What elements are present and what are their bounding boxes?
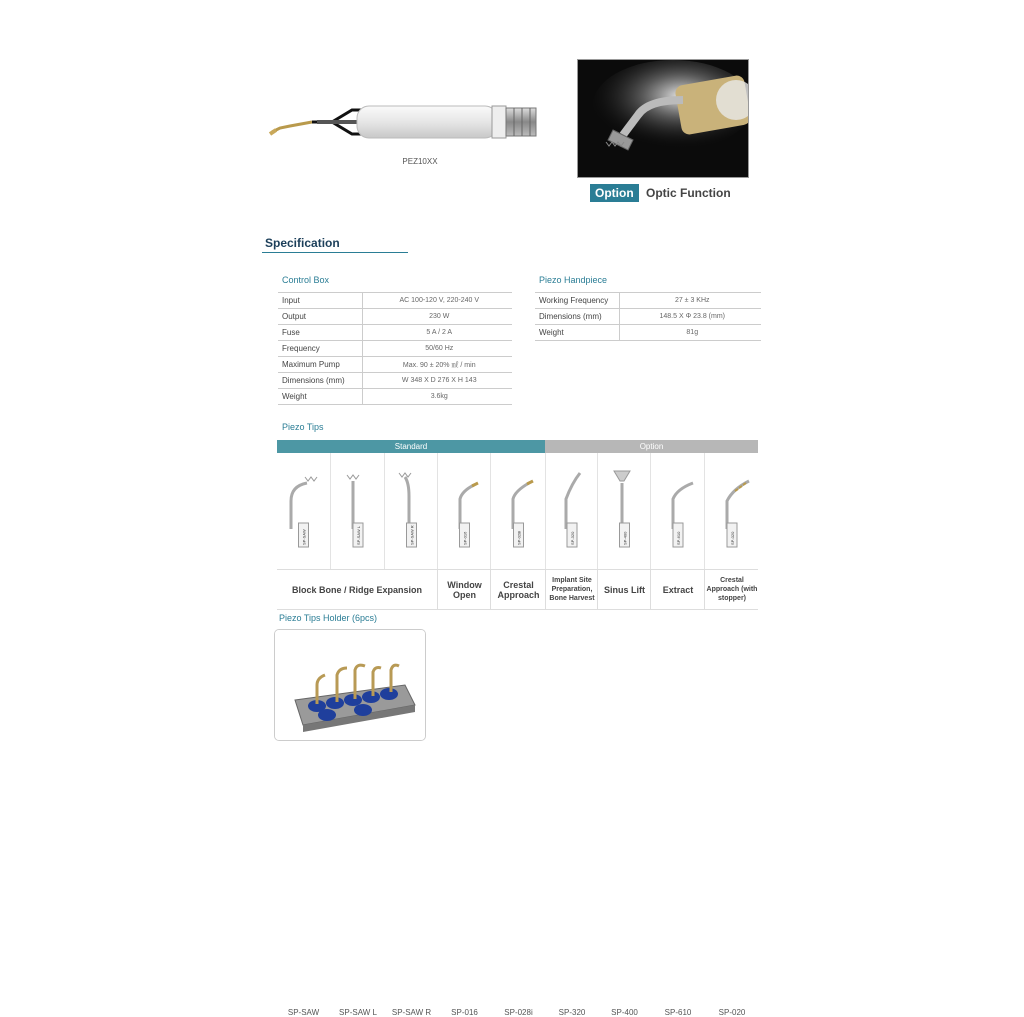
tip-name: SP-028i [504,1008,533,1017]
piezo-tips-title: Piezo Tips [282,422,324,432]
row-value: 3.6kg [362,389,512,405]
option-header-bar: Option [545,440,758,453]
row-value: 230 W [362,309,512,325]
handpiece-image [262,92,552,152]
tip-engraving: SP-SAW L [356,526,361,545]
tip-name: SP-400 [611,1008,638,1017]
tips-holder-photo [274,629,426,741]
table-row [278,309,512,325]
row-value: 148.5 X Φ 23.8 (mm) [619,309,761,325]
tip-image [546,461,598,551]
tip-name: SP-SAW L [339,1008,377,1017]
table-row [278,293,512,309]
tip-name: SP-SAW R [391,1008,432,1017]
row-label: Maximum Pump [278,357,362,373]
tip-image [277,461,330,551]
tip-image [331,461,385,551]
optic-function-photo [577,59,749,178]
table-row [278,341,512,357]
tip-engraving: SP-610 [676,531,681,545]
piezo-handpiece-title: Piezo Handpiece [539,275,608,285]
row-value: 81g [619,325,761,341]
tip-image [651,461,705,551]
use-sinus-lift: Sinus Lift [597,570,651,609]
use-block-bone: Block Bone / Ridge Expansion [291,584,423,595]
tips-holder-title: Piezo Tips Holder (6pcs) [279,613,378,623]
tip-name: SP-SAW [287,1008,320,1017]
row-value: Max. 90 ± 20% ㎖ / min [362,357,512,373]
table-row [278,389,512,405]
control-box-title: Control Box [282,275,330,285]
handpiece-caption: PEZ10XX [402,157,438,166]
row-label: Input [278,293,362,309]
specification-underline [262,252,408,253]
row-label: Dimensions (mm) [535,309,619,325]
row-value: W 348 X D 276 X H 143 [362,373,512,389]
standard-header-bar: Standard [277,440,545,453]
tip-cell [384,453,438,1017]
tip-engraving: SP-016 [462,531,468,545]
tip-image [705,461,759,551]
use-implant-site: Implant Site Preparation, Bone Harvest [545,570,598,609]
tip-engraving: SP-SAW R [409,525,415,545]
row-value: AC 100-120 V, 220-240 V [362,293,512,309]
row-label: Output [278,309,362,325]
row-label: Weight [278,389,362,405]
tip-engraving: SP-028i [516,530,522,545]
row-value: 27 ± 3 KHz [619,293,761,309]
table-row [278,373,512,389]
table-row [278,325,512,341]
row-label: Dimensions (mm) [278,373,362,389]
table-row [535,293,761,309]
tip-name: SP-020 [718,1008,746,1017]
tip-cell [330,453,385,1017]
table-row [535,325,761,341]
tip-engraving: SP-320 [570,531,575,545]
row-label: Weight [535,325,619,341]
use-window-open: Window Open [437,570,491,609]
divider [277,609,758,610]
table-row [535,309,761,325]
tip-image [598,461,651,551]
use-extract: Extract [650,570,705,609]
tip-engraving: SP-020 [730,531,735,545]
option-badge: Option [590,184,639,202]
use-crestal-approach: Crestal Approach [490,570,546,609]
tip-engraving: SP-400 [622,531,628,545]
row-label: Frequency [278,341,362,357]
tip-name: SP-016 [451,1008,478,1017]
use-crestal-approach-stopper: Crestal Approach (with stopper) [704,570,759,609]
tip-name: SP-320 [558,1008,586,1017]
table-row [278,357,512,373]
tip-name: SP-610 [664,1008,692,1017]
specification-title: Specification [265,236,340,250]
row-label: Fuse [278,325,362,341]
piezo-handpiece-table [535,292,761,341]
control-box-table [278,292,512,405]
row-value: 5 A / 2 A [362,325,512,341]
row-label: Working Frequency [535,293,619,309]
optic-function-label: Optic Function [646,186,731,200]
tip-image [385,461,438,551]
tip-engraving: SP-SAW [301,529,307,545]
tip-image [491,461,546,551]
tip-image [438,461,491,551]
row-value: 50/60 Hz [362,341,512,357]
